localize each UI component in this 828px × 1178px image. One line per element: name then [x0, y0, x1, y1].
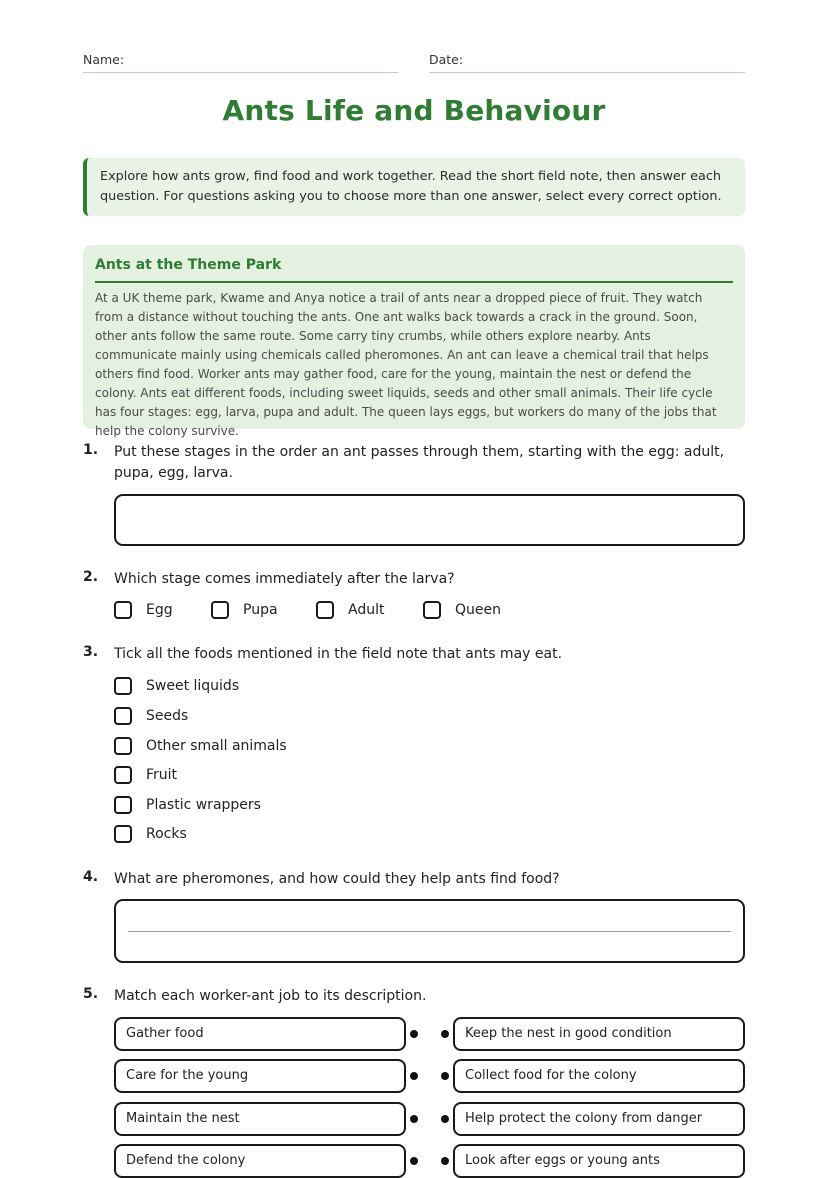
- option-label: Queen: [455, 602, 501, 618]
- match-left-defend-colony[interactable]: Defend the colony: [114, 1144, 406, 1178]
- checkbox[interactable]: [423, 601, 441, 619]
- question-number: 4.: [83, 869, 99, 885]
- checkbox[interactable]: [114, 737, 132, 755]
- match-dot-left[interactable]: [410, 1030, 418, 1038]
- option-label: Fruit: [146, 767, 178, 783]
- passage-text: At a UK theme park, Kwame and Anya notice a trail of ants near a dropped piece of fruit. They watch from a distance without touching the ants. One ant walks back towards a crack in the ground. Soon, other ants follow the same route. Some carry tiny crumbs, while others explore nearby. Ants communicate mainly using chemicals called pheromones. An ant can leave a chemical trail that helps others find food. Worker ants may gather food, care for the young, maintain the nest or defend the colony. Ants eat different foods, including sweet liquids, seeds and other small animals. Their life cycle has four stages: egg, larva, pupa and adult. The queen lays eggs, but workers do many of the jobs that help the colony survive.: [95, 291, 717, 438]
- option-label: Adult: [348, 602, 385, 618]
- checkbox[interactable]: [114, 707, 132, 725]
- header-row: [83, 52, 745, 74]
- checkbox[interactable]: [114, 796, 132, 814]
- match-left-maintain-nest[interactable]: Maintain the nest: [114, 1102, 406, 1136]
- match-dot-left[interactable]: [410, 1072, 418, 1080]
- checkbox[interactable]: [114, 766, 132, 784]
- intro-text: Explore how ants grow, find food and work together. Read the short field note, then answer each question. For questions asking you to choose more than one answer, select every correct option.: [100, 169, 722, 204]
- question-text: Which stage comes immediately after the larva?: [114, 571, 455, 587]
- question-number: 2.: [83, 569, 99, 585]
- match-dot-right[interactable]: [441, 1072, 449, 1080]
- checkbox[interactable]: [316, 601, 334, 619]
- answer-box-q1[interactable]: [114, 494, 745, 546]
- option-label: Egg: [146, 602, 173, 618]
- name-label: Name:: [83, 52, 125, 67]
- match-right-protect-colony[interactable]: Help protect the colony from danger: [453, 1102, 745, 1136]
- checkbox[interactable]: [114, 601, 132, 619]
- match-left-gather-food[interactable]: Gather food: [114, 1017, 406, 1051]
- question-text: Put these stages in the order an ant passes through them, starting with the egg: adult, pupa, egg, larva.: [114, 444, 725, 481]
- intro-box: [83, 158, 745, 216]
- option-label: Sweet liquids: [146, 678, 240, 694]
- name-field[interactable]: [83, 52, 398, 73]
- option-label: Seeds: [146, 708, 189, 724]
- match-dot-left[interactable]: [410, 1115, 418, 1123]
- answer-box-q4[interactable]: [114, 899, 745, 963]
- match-dot-right[interactable]: [441, 1115, 449, 1123]
- date-field[interactable]: [429, 52, 745, 73]
- answer-line: [128, 931, 731, 932]
- question-text: What are pheromones, and how could they help ants find food?: [114, 871, 560, 887]
- question-text: Match each worker-ant job to its description.: [114, 988, 427, 1004]
- question-number: 1.: [83, 442, 99, 458]
- match-left-care-for-young[interactable]: Care for the young: [114, 1059, 406, 1093]
- match-right-collect-food[interactable]: Collect food for the colony: [453, 1059, 745, 1093]
- question-text: Tick all the foods mentioned in the field note that ants may eat.: [114, 646, 563, 662]
- question-number: 3.: [83, 644, 99, 660]
- match-right-look-after-eggs[interactable]: Look after eggs or young ants: [453, 1144, 745, 1178]
- passage-title: Ants at the Theme Park: [95, 255, 733, 283]
- checkbox[interactable]: [211, 601, 229, 619]
- field-note-passage: [83, 245, 745, 438]
- page-title: Ants Life and Behaviour: [222, 94, 606, 127]
- match-dot-left[interactable]: [410, 1157, 418, 1165]
- date-label: Date:: [429, 52, 464, 67]
- match-dot-right[interactable]: [441, 1157, 449, 1165]
- option-label: Other small animals: [146, 738, 287, 754]
- match-right-keep-nest[interactable]: Keep the nest in good condition: [453, 1017, 745, 1051]
- checkbox[interactable]: [114, 825, 132, 843]
- checkbox[interactable]: [114, 677, 132, 695]
- question-number: 5.: [83, 986, 99, 1002]
- match-dot-right[interactable]: [441, 1030, 449, 1038]
- option-label: Plastic wrappers: [146, 797, 261, 813]
- option-label: Rocks: [146, 826, 187, 842]
- option-label: Pupa: [243, 602, 278, 618]
